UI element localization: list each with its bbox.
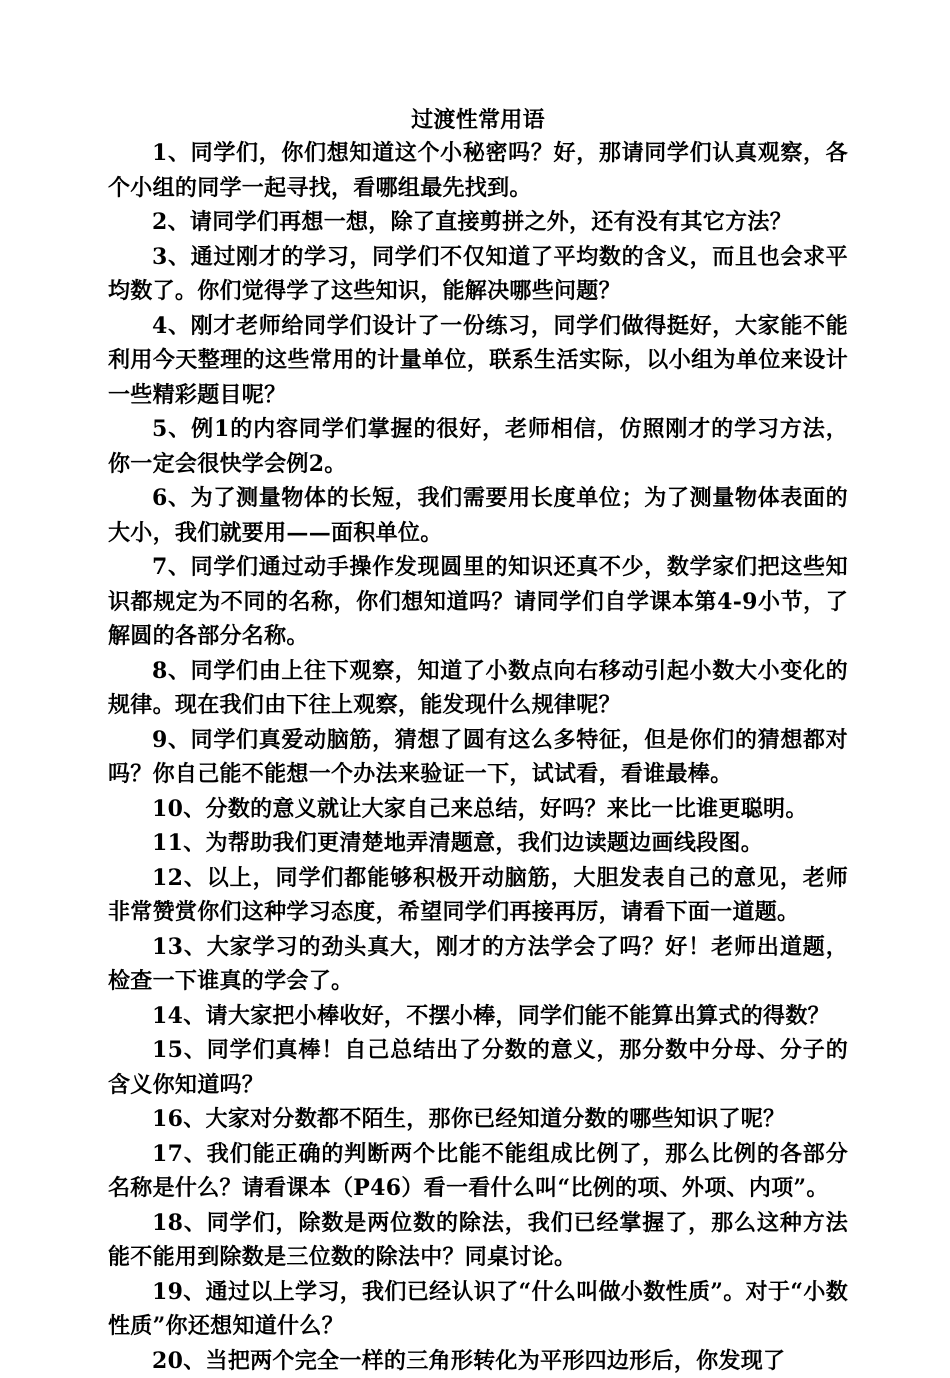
- paragraph-14: 14、请大家把小棒收好，不摆小棒，同学们能不能算出算式的得数？: [108, 999, 848, 1034]
- paragraph-1: 1、同学们，你们想知道这个小秘密吗？好，那请同学们认真观察，各个小组的同学一起寻找，看哪组最先找到。: [108, 136, 848, 205]
- paragraph-4: 4、刚才老师给同学们设计了一份练习，同学们做得挺好，大家能不能利用今天整理的这些常用的计量单位，联系生活实际，以小组为单位来设计一些精彩题目呢？: [108, 309, 848, 413]
- paragraph-3: 3、通过刚才的学习，同学们不仅知道了平均数的含义，而且也会求平均数了。你们觉得学了这些知识，能解决哪些问题？: [108, 240, 848, 309]
- paragraph-6: 6、为了测量物体的长短，我们需要用长度单位；为了测量物体表面的大小，我们就要用——面积单位。: [108, 481, 848, 550]
- paragraph-10: 10、分数的意义就让大家自己来总结，好吗？来比一比谁更聪明。: [108, 792, 848, 827]
- paragraph-2: 2、请同学们再想一想，除了直接剪拼之外，还有没有其它方法？: [108, 205, 848, 240]
- paragraph-8: 8、同学们由上往下观察，知道了小数点向右移动引起小数大小变化的规律。现在我们由下往上观察，能发现什么规律呢？: [108, 654, 848, 723]
- paragraph-17: 17、我们能正确的判断两个比能不能组成比例了，那么比例的各部分名称是什么？请看课本（P46）看一看什么叫“比例的项、外项、内项”。: [108, 1137, 848, 1206]
- paragraph-12: 12、以上，同学们都能够积极开动脑筋，大胆发表自己的意见，老师非常赞赏你们这种学习态度，希望同学们再接再厉，请看下面一道题。: [108, 861, 848, 930]
- paragraph-20: 20、当把两个完全一样的三角形转化为平形四边形后，你发现了: [108, 1344, 848, 1378]
- paragraph-16: 16、大家对分数都不陌生，那你已经知道分数的哪些知识了呢？: [108, 1102, 848, 1137]
- paragraph-7: 7、同学们通过动手操作发现圆里的知识还真不少，数学家们把这些知识都规定为不同的名称，你们想知道吗？请同学们自学课本第4-9小节，了解圆的各部分名称。: [108, 550, 848, 654]
- paragraph-11: 11、为帮助我们更清楚地弄清题意，我们边读题边画线段图。: [108, 826, 848, 861]
- paragraph-18: 18、同学们，除数是两位数的除法，我们已经掌握了，那么这种方法能不能用到除数是三位数的除法中？同桌讨论。: [108, 1206, 848, 1275]
- paragraph-13: 13、大家学习的劲头真大，刚才的方法学会了吗？好！老师出道题，检查一下谁真的学会了。: [108, 930, 848, 999]
- paragraph-15: 15、同学们真棒！自己总结出了分数的意义，那分数中分母、分子的含义你知道吗？: [108, 1033, 848, 1102]
- paragraph-5: 5、例1的内容同学们掌握的很好，老师相信，仿照刚才的学习方法，你一定会很快学会例2。: [108, 412, 848, 481]
- paragraph-19: 19、通过以上学习，我们已经认识了“什么叫做小数性质”。对于“小数性质”你还想知道什么？: [108, 1275, 848, 1344]
- document-title: 过渡性常用语: [108, 104, 848, 136]
- paragraph-9: 9、同学们真爱动脑筋，猜想了圆有这么多特征，但是你们的猜想都对吗？你自己能不能想一个办法来验证一下，试试看，看谁最棒。: [108, 723, 848, 792]
- document-page: [108, 104, 848, 1378]
